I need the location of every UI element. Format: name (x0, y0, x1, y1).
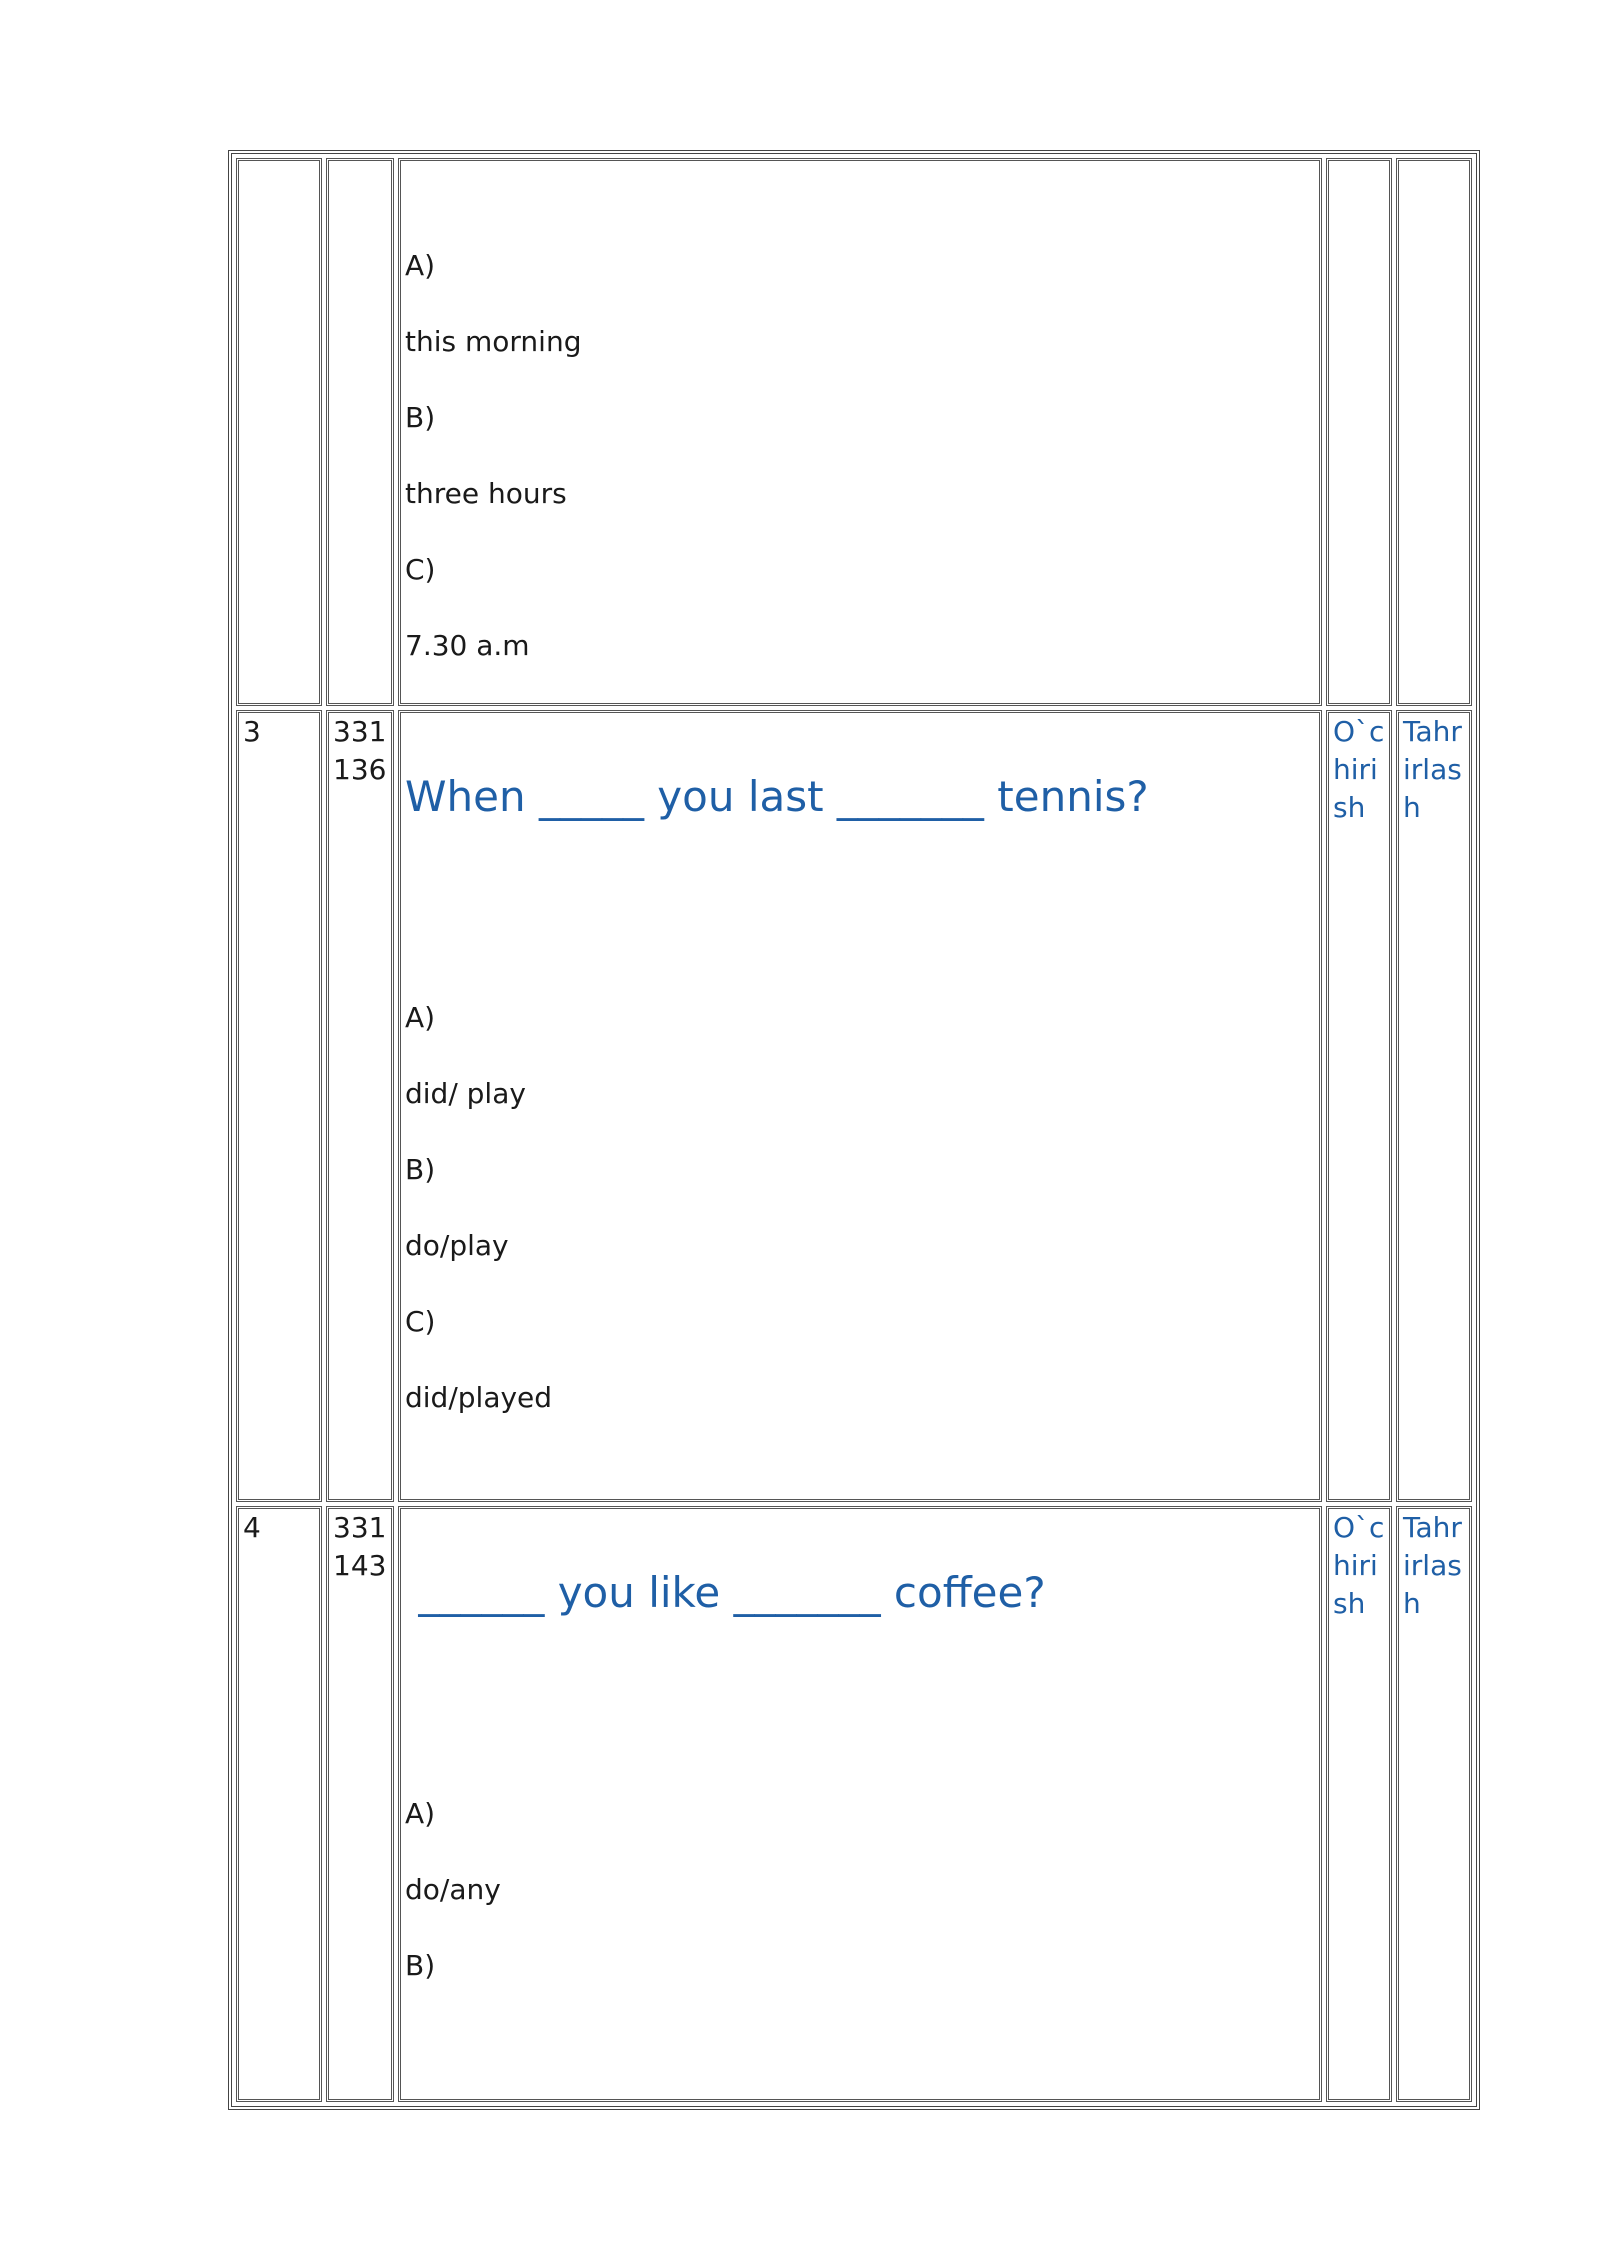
question-id: 331 136 (333, 715, 387, 786)
table-row (236, 710, 1472, 1502)
question-body-cell (398, 1506, 1322, 2102)
option-label: A) (405, 249, 436, 282)
row-number: 4 (243, 1511, 261, 1544)
delete-cell (1326, 158, 1392, 706)
option-label: A) (405, 1001, 436, 1034)
question-id: 331 143 (333, 1511, 387, 1582)
option-label: C) (405, 553, 436, 586)
question-spacer (405, 1619, 1315, 1795)
row-id-cell (326, 158, 394, 706)
table-row (236, 158, 1472, 706)
delete-link[interactable]: O`chirish (1333, 715, 1385, 824)
question-text: When _____ you last _______ tennis? (405, 772, 1149, 821)
option-label: A) (405, 1797, 436, 1830)
edit-cell (1396, 1506, 1472, 2102)
answer-options (405, 161, 1315, 703)
delete-link[interactable]: O`chirish (1333, 1511, 1385, 1620)
question-text: ______ you like _______ coffee? (405, 1568, 1046, 1617)
row-id-cell (326, 710, 394, 1502)
edit-cell (1396, 710, 1472, 1502)
option-text: did/ play (405, 1077, 526, 1110)
answer-options (405, 999, 1315, 1455)
option-text: this morning (405, 325, 582, 358)
option-text: did/played (405, 1381, 553, 1414)
edit-link[interactable]: Tahrirlash (1403, 715, 1462, 824)
question-body-cell (398, 710, 1322, 1502)
option-text: do/any (405, 1873, 501, 1906)
delete-cell (1326, 1506, 1392, 2102)
option-label: C) (405, 1305, 436, 1338)
option-label: B) (405, 1949, 436, 1982)
table-row (236, 1506, 1472, 2102)
question-body-cell (398, 158, 1322, 706)
option-text: three hours (405, 477, 567, 510)
row-number-cell (236, 710, 322, 1502)
option-label: B) (405, 1153, 436, 1186)
option-text: do/play (405, 1229, 509, 1262)
option-label: B) (405, 401, 436, 434)
row-number: 3 (243, 715, 261, 748)
question-spacer (405, 823, 1315, 999)
edit-cell (1396, 158, 1472, 706)
delete-cell (1326, 710, 1392, 1502)
row-id-cell (326, 1506, 394, 2102)
answer-options (405, 1795, 1315, 2023)
row-number-cell (236, 158, 322, 706)
question-table (228, 150, 1480, 2110)
option-text: 7.30 a.m (405, 629, 530, 662)
row-number-cell (236, 1506, 322, 2102)
edit-link[interactable]: Tahrirlash (1403, 1511, 1462, 1620)
